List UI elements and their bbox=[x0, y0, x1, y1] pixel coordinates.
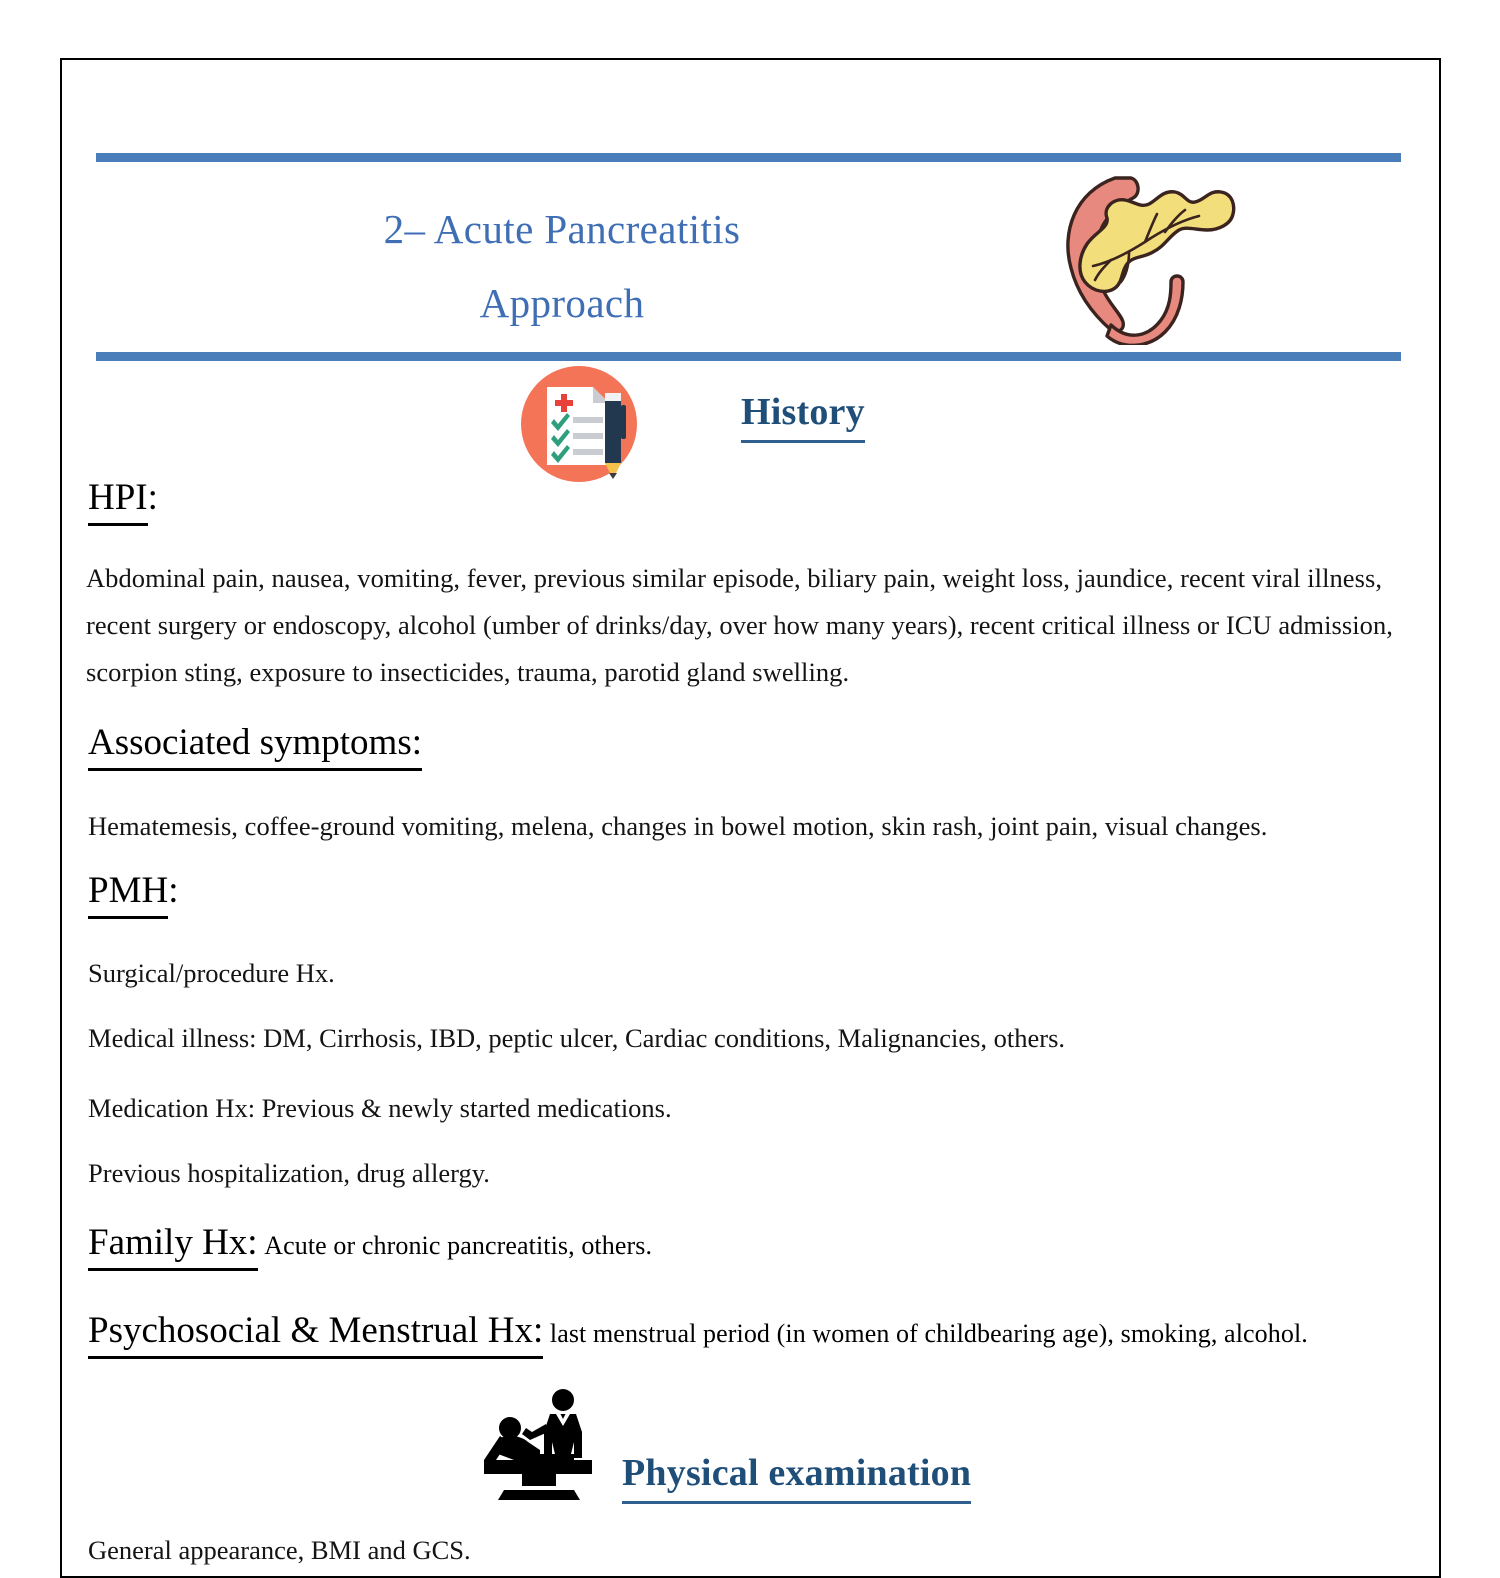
psychosocial-hx-line bbox=[88, 1308, 1308, 1357]
associated-symptoms-heading bbox=[88, 720, 422, 766]
section-header-physical-examination bbox=[412, 1388, 1052, 1508]
pmh-heading-text: PMH bbox=[88, 870, 168, 919]
associated-symptoms-heading-text: Associated symptoms: bbox=[88, 722, 422, 771]
hpi-heading-text: HPI bbox=[88, 477, 148, 526]
pancreas-anatomy-icon bbox=[1037, 170, 1287, 345]
medical-checklist-icon bbox=[517, 365, 647, 483]
section-title-physical-examination: Physical examination bbox=[622, 1451, 971, 1504]
section-title-history: History bbox=[741, 390, 865, 443]
pmh-item: Previous hospitalization, drug allergy. bbox=[88, 1158, 490, 1188]
pmh-item: Surgical/procedure Hx. bbox=[88, 958, 335, 988]
family-hx-line bbox=[88, 1220, 652, 1269]
section-header-history bbox=[517, 360, 1037, 480]
family-hx-heading: Family Hx: bbox=[88, 1222, 258, 1271]
page-title-line2: Approach bbox=[479, 280, 645, 326]
family-hx-body-text: Acute or chronic pancreatitis, others. bbox=[264, 1231, 653, 1260]
pmh-item: Medication Hx: Previous & newly started medications. bbox=[88, 1093, 672, 1123]
header-top-rule bbox=[96, 153, 1401, 162]
physical-examination-item: General appearance, BMI and GCS. bbox=[88, 1535, 471, 1565]
psychosocial-hx-heading: Psychosocial & Menstrual Hx: bbox=[88, 1310, 543, 1359]
hpi-body-text: Abdominal pain, nausea, vomiting, fever, previous similar episode, biliary pain, weight loss, jaundice, recent viral illness, recent surgery or endoscopy, alcohol (umber of drinks/day, over how many years), recent critical illness or ICU admission, scorpion sting, exposure to insecticides, trauma, parotid gland swelling. bbox=[86, 563, 1393, 687]
pmh-heading-colon: : bbox=[168, 870, 179, 911]
document-header bbox=[62, 170, 1387, 345]
doctor-examining-patient-icon bbox=[470, 1388, 615, 1516]
pmh-heading bbox=[88, 868, 178, 914]
hpi-heading bbox=[88, 475, 158, 521]
hpi-heading-colon: : bbox=[147, 477, 158, 518]
document-page bbox=[60, 58, 1441, 1578]
page-title-line1: 2– Acute Pancreatitis bbox=[383, 206, 741, 252]
page-title bbox=[62, 192, 1062, 340]
pmh-item: Medical illness: DM, Cirrhosis, IBD, peptic ulcer, Cardiac conditions, Malignancies, others. bbox=[88, 1023, 1066, 1053]
psychosocial-hx-body-text: last menstrual period (in women of childbearing age), smoking, alcohol. bbox=[549, 1319, 1308, 1348]
associated-symptoms-body-text: Hematemesis, coffee-ground vomiting, melena, changes in bowel motion, skin rash, joint pain, visual changes. bbox=[88, 811, 1268, 841]
